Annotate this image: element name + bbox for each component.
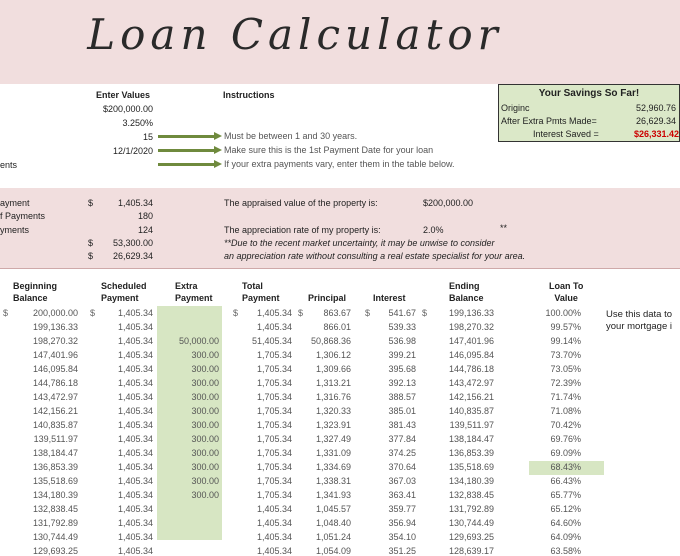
cell-scheduled-payment: 1,405.34: [117, 336, 153, 346]
header-total-payment: Total Payment: [242, 281, 280, 303]
summary-label: f Payments: [0, 211, 46, 221]
cell-beginning-balance: 134,180.39: [32, 490, 78, 500]
cell-extra-payment[interactable]: 300.00: [191, 434, 219, 444]
cell-loan-to-value: 99.57%: [550, 322, 581, 332]
loan-amount-input[interactable]: $200,000.00: [102, 104, 153, 114]
cell-beginning-balance: 147,401.96: [32, 350, 78, 360]
cell-principal: 1,054.09: [315, 546, 351, 556]
cell-total-payment: 1,405.34: [256, 546, 292, 556]
instruction-date: Make sure this is the 1st Payment Date for your loan: [224, 145, 434, 155]
cell-interest: 536.98: [388, 336, 416, 346]
cell-scheduled-payment: 1,405.34: [117, 462, 153, 472]
cell-principal: 1,341.93: [315, 490, 351, 500]
interest-saved-value: $26,331.42: [633, 129, 679, 139]
cell-scheduled-payment: 1,405.34: [117, 434, 153, 444]
cell-total-payment: 1,405.34: [256, 322, 292, 332]
cell-beginning-balance: 140,835.87: [32, 420, 78, 430]
cell-extra-payment[interactable]: 300.00: [191, 392, 219, 402]
cell-loan-to-value: 73.70%: [550, 350, 581, 360]
instruction-extra: If your extra payments vary, enter them in the table below.: [224, 159, 455, 169]
cell-principal: 1,051.24: [315, 532, 351, 542]
appraised-value[interactable]: $200,000.00: [423, 198, 474, 208]
extra-payments-label: ents: [0, 160, 18, 170]
cell-total-payment: 1,705.34: [256, 490, 292, 500]
cell-ending-balance: 129,693.25: [448, 532, 494, 542]
cell-extra-payment[interactable]: 50,000.00: [178, 336, 219, 346]
cell-loan-to-value: 66.43%: [550, 476, 581, 486]
cell-total-payment: 1,705.34: [256, 364, 292, 374]
cell-ending-balance: 138,184.47: [448, 434, 494, 444]
cell-principal: 50,868.36: [310, 336, 351, 346]
cell-total-payment: 1,705.34: [256, 462, 292, 472]
cell-ending-balance: 128,639.17: [448, 546, 494, 556]
appraised-label: The appraised value of the property is:: [224, 198, 378, 208]
cell-scheduled-payment: 1,405.34: [117, 420, 153, 430]
cell-ending-balance: 198,270.32: [448, 322, 494, 332]
cell-loan-to-value: 65.12%: [550, 504, 581, 514]
summary-dollar: $: [88, 238, 94, 248]
summary-value: 124: [137, 225, 153, 235]
cell-principal: 1,313.21: [315, 378, 351, 388]
cell-loan-to-value: 68.43%: [550, 462, 581, 472]
original-interest-label: Originc: [501, 103, 530, 113]
cell-principal: 1,334.69: [315, 462, 351, 472]
cell-scheduled-payment: 1,405.34: [117, 392, 153, 402]
header-principal: Principal: [308, 293, 347, 303]
summary-dollar: $: [88, 251, 94, 261]
first-payment-date-input[interactable]: 12/1/2020: [112, 146, 153, 156]
cell-extra-payment[interactable]: 300.00: [191, 476, 219, 486]
cell-scheduled-payment: 1,405.34: [117, 490, 153, 500]
arrow-icon: [158, 163, 214, 166]
cell-total-payment: 1,705.34: [256, 378, 292, 388]
cell-interest: 351.25: [388, 546, 416, 556]
cell-beginning-balance: 132,838.45: [32, 504, 78, 514]
cell-beginning-balance: 146,095.84: [32, 364, 78, 374]
cell-total-payment: 1,405.34: [256, 504, 292, 514]
summary-value: 26,629.34: [112, 251, 153, 261]
cell-loan-to-value: 71.08%: [550, 406, 581, 416]
cell-ending-balance: 140,835.87: [448, 406, 494, 416]
cell-loan-to-value: 64.09%: [550, 532, 581, 542]
cell-beginning-balance: 142,156.21: [32, 406, 78, 416]
cell-scheduled-payment: 1,405.34: [117, 504, 153, 514]
cell-ending-balance: 132,838.45: [448, 490, 494, 500]
cell-extra-payment[interactable]: 300.00: [191, 350, 219, 360]
summary-value: 1,405.34: [117, 198, 153, 208]
dollar-sign: $: [233, 308, 239, 318]
cell-ending-balance: 131,792.89: [448, 504, 494, 514]
cell-loan-to-value: 70.42%: [550, 420, 581, 430]
cell-ending-balance: 135,518.69: [448, 462, 494, 472]
after-extra-label: After Extra Pmts Made=: [501, 116, 597, 126]
cell-ending-balance: 139,511.97: [449, 420, 494, 430]
cell-loan-to-value: 71.74%: [550, 392, 581, 402]
cell-principal: 866.01: [323, 322, 351, 332]
dollar-sign: $: [3, 308, 9, 318]
appreciation-note-line2: an appreciation rate without consulting a real estate specialist for your area.: [224, 251, 526, 261]
enter-values-header: Enter Values: [96, 90, 151, 100]
cell-total-payment: 1,705.34: [256, 476, 292, 486]
cell-beginning-balance: 138,184.47: [32, 448, 78, 458]
interest-rate-input[interactable]: 3.250%: [122, 118, 153, 128]
cell-interest: 385.01: [388, 406, 416, 416]
header-loan-to-value: Loan To Value: [549, 281, 584, 303]
cell-total-payment: 1,705.34: [256, 350, 292, 360]
cell-interest: 539.33: [388, 322, 416, 332]
instructions-header: Instructions: [223, 90, 275, 100]
cell-principal: 1,327.49: [315, 434, 351, 444]
original-interest-value: 52,960.76: [635, 103, 676, 113]
cell-loan-to-value: 69.09%: [550, 448, 581, 458]
cell-extra-payment[interactable]: 300.00: [191, 462, 219, 472]
header-interest: Interest: [373, 293, 406, 303]
cell-ending-balance: 143,472.97: [448, 378, 494, 388]
cell-ending-balance: 147,401.96: [448, 336, 494, 346]
appreciation-label: The appreciation rate of my property is:: [224, 225, 381, 235]
cell-scheduled-payment: 1,405.34: [117, 322, 153, 332]
cell-loan-to-value: 63.58%: [550, 546, 581, 556]
cell-interest: 363.41: [388, 490, 416, 500]
arrow-icon: [158, 135, 214, 138]
cell-principal: 1,323.91: [315, 420, 351, 430]
use-data-note: Use this data to your mortgage i: [606, 309, 673, 332]
appreciation-note-line1: **Due to the recent market uncertainty, it may be unwise to consider: [224, 238, 495, 248]
cell-ending-balance: 199,136.33: [448, 308, 494, 318]
cell-total-payment: 1,405.34: [256, 308, 292, 318]
cell-extra-payment[interactable]: 300.00: [191, 490, 219, 500]
cell-interest: 381.43: [388, 420, 416, 430]
cell-scheduled-payment: 1,405.34: [117, 378, 153, 388]
cell-loan-to-value: 73.05%: [550, 364, 581, 374]
cell-beginning-balance: 136,853.39: [32, 462, 78, 472]
cell-interest: 392.13: [388, 378, 416, 388]
cell-total-payment: 1,405.34: [256, 518, 292, 528]
header-scheduled-payment: Scheduled Payment: [101, 281, 147, 303]
cell-loan-to-value: 69.76%: [550, 434, 581, 444]
cell-total-payment: 1,705.34: [256, 406, 292, 416]
cell-principal: 1,045.57: [315, 504, 351, 514]
instruction-years: Must be between 1 and 30 years.: [224, 131, 358, 141]
cell-principal: 1,320.33: [315, 406, 351, 416]
cell-scheduled-payment: 1,405.34: [117, 448, 153, 458]
header-extra-payment: Extra Payment: [175, 281, 213, 303]
page-title: Loan Calculator: [87, 10, 503, 59]
cell-ending-balance: 134,180.39: [448, 476, 494, 486]
after-extra-value: 26,629.34: [635, 116, 676, 126]
cell-ending-balance: 136,853.39: [448, 448, 494, 458]
interest-saved-label: Interest Saved =: [533, 129, 599, 139]
cell-principal: 1,306.12: [315, 350, 351, 360]
cell-extra-payment[interactable]: 300.00: [191, 406, 219, 416]
dollar-sign: $: [90, 308, 96, 318]
cell-interest: 356.94: [388, 518, 416, 528]
summary-section: [0, 188, 680, 269]
cell-ending-balance: 144,786.18: [448, 364, 494, 374]
cell-total-payment: 1,705.34: [256, 392, 292, 402]
summary-label: yments: [0, 225, 30, 235]
cell-beginning-balance: 131,792.89: [32, 518, 78, 528]
cell-extra-payment[interactable]: 300.00: [191, 448, 219, 458]
cell-loan-to-value: 99.14%: [550, 336, 581, 346]
cell-ending-balance: 130,744.49: [448, 518, 494, 528]
savings-panel: [498, 84, 680, 142]
cell-beginning-balance: 139,511.97: [33, 434, 78, 444]
cell-interest: 359.77: [388, 504, 416, 514]
summary-value: 53,300.00: [112, 238, 153, 248]
dollar-sign: $: [365, 308, 371, 318]
cell-principal: 863.67: [323, 308, 351, 318]
cell-beginning-balance: 144,786.18: [32, 378, 78, 388]
cell-principal: 1,316.76: [315, 392, 351, 402]
cell-scheduled-payment: 1,405.34: [117, 518, 153, 528]
appreciation-value[interactable]: 2.0%: [423, 225, 444, 235]
asterisk-note: **: [500, 223, 508, 233]
cell-interest: 377.84: [388, 434, 416, 444]
cell-total-payment: 51,405.34: [251, 336, 292, 346]
dollar-sign: $: [298, 308, 304, 318]
arrow-icon: [158, 149, 214, 152]
cell-interest: 370.64: [388, 462, 416, 472]
cell-interest: 367.03: [388, 476, 416, 486]
cell-total-payment: 1,705.34: [256, 434, 292, 444]
summary-label: ayment: [0, 198, 30, 208]
loan-years-input[interactable]: 15: [142, 132, 153, 142]
cell-loan-to-value: 72.39%: [550, 378, 581, 388]
cell-scheduled-payment: 1,405.34: [117, 350, 153, 360]
cell-total-payment: 1,405.34: [256, 532, 292, 542]
cell-principal: 1,048.40: [315, 518, 351, 528]
cell-scheduled-payment: 1,405.34: [117, 308, 153, 318]
header-beginning-balance: Beginning Balance: [13, 281, 57, 303]
cell-extra-payment[interactable]: 300.00: [191, 364, 219, 374]
cell-scheduled-payment: 1,405.34: [117, 532, 153, 542]
savings-title: Your Savings So Far!: [538, 88, 640, 99]
cell-interest: 399.21: [388, 350, 416, 360]
cell-beginning-balance: 135,518.69: [32, 476, 78, 486]
cell-principal: 1,338.31: [315, 476, 351, 486]
cell-ending-balance: 142,156.21: [448, 392, 494, 402]
cell-beginning-balance: 130,744.49: [32, 532, 78, 542]
summary-value: 180: [137, 211, 153, 221]
header-ending-balance: Ending Balance: [449, 281, 484, 303]
cell-interest: 395.68: [388, 364, 416, 374]
cell-loan-to-value: 64.60%: [550, 518, 581, 528]
cell-principal: 1,331.09: [315, 448, 351, 458]
cell-interest: 541.67: [388, 308, 416, 318]
cell-scheduled-payment: 1,405.34: [117, 476, 153, 486]
cell-beginning-balance: 199,136.33: [32, 322, 78, 332]
cell-beginning-balance: 143,472.97: [32, 392, 78, 402]
cell-principal: 1,309.66: [315, 364, 351, 374]
cell-loan-to-value: 65.77%: [550, 490, 581, 500]
cell-extra-payment[interactable]: 300.00: [191, 378, 219, 388]
cell-interest: 354.10: [388, 532, 416, 542]
cell-total-payment: 1,705.34: [256, 448, 292, 458]
cell-beginning-balance: 198,270.32: [32, 336, 78, 346]
cell-interest: 388.57: [388, 392, 416, 402]
cell-scheduled-payment: 1,405.34: [117, 546, 153, 556]
cell-extra-payment[interactable]: 300.00: [191, 420, 219, 430]
cell-beginning-balance: 200,000.00: [32, 308, 78, 318]
cell-scheduled-payment: 1,405.34: [117, 406, 153, 416]
cell-scheduled-payment: 1,405.34: [117, 364, 153, 374]
cell-ending-balance: 146,095.84: [448, 350, 494, 360]
cell-loan-to-value: 100.00%: [545, 308, 581, 318]
cell-interest: 374.25: [388, 448, 416, 458]
summary-dollar: $: [88, 198, 94, 208]
dollar-sign: $: [422, 308, 428, 318]
cell-total-payment: 1,705.34: [256, 420, 292, 430]
cell-beginning-balance: 129,693.25: [32, 546, 78, 556]
